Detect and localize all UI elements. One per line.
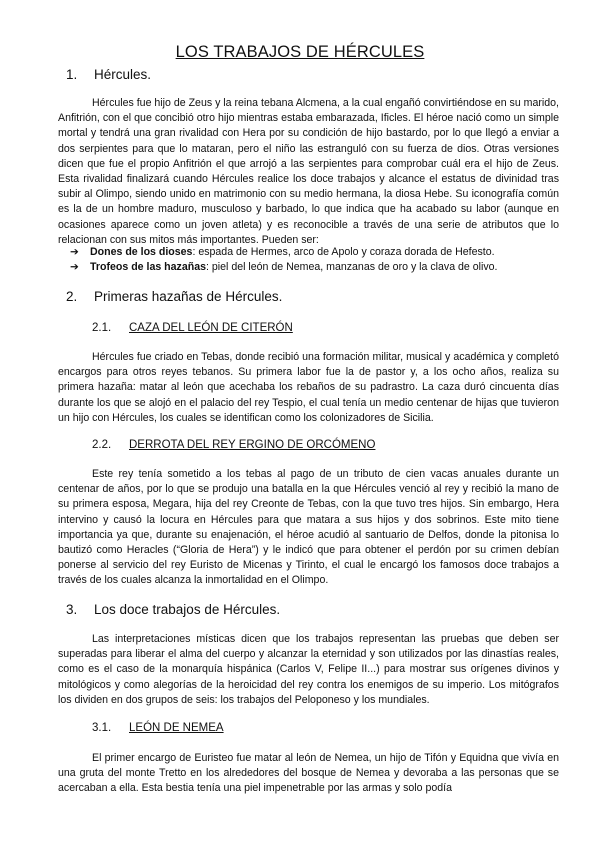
subsection-title: CAZA DEL LEÓN DE CITERÓN (129, 322, 293, 334)
attribute-list (70, 245, 560, 275)
section-number: 2. (66, 289, 78, 304)
section-1-paragraph: Hércules fue hijo de Zeus y la reina tebana Alcmena, a la cual engañó convirtiéndose en su marido, Anfitrión, con el que concibió otro hijo mientras estaba embarazada, Ificles. El héroe nació como un simple mortal y tendrá una gran rivalidad con Hera por su condición de hijo bastardo, por lo que llegó a enviar a dos serpientes para que lo mataran, pero el niño las estranguló con su fuerza de dios. Otras versiones dicen que fue el propio Anfitrión el que arrojó a las serpientes para comprobar cuál era el hijo de Zeus. Esta rivalidad finalizará cuando Hércules realice los doce trabajos y alcance el estatus de divinidad tras subir al Olimpo, siendo unido en matrimonio con su medio hermana, la diosa Hebe. Su iconografía común es la de un hombre maduro, musculoso y barbado, lo que indica que ha acabado su labor (aunque en ocasiones aparece como un joven atleta) y es reconocible a través de una serie de atributos que lo relacionan con sus mitos más importantes. Pueden ser: (58, 97, 559, 246)
subsection-number: 2.1. (92, 322, 112, 334)
arrow-icon: ➔ (70, 246, 79, 258)
subsection-2-1-paragraph: Hércules fue criado en Tebas, donde recibió una formación militar, musical y académica y completó encargos para otros reyes tebanos. Su primera labor fue la de pastor y, a los ocho años, realiza su primera hazaña: matar al león que acechaba los rebaños de su padrastro. La caza duró cincuenta días durante los que se alojó en el palacio del rey Tespio, el cual tenía un medio centenar de hijas que tuvieron un hijo con Hércules, los cuales se identifican como los colonizadores de Sicilia. (58, 351, 559, 424)
subsection-title: LEÓN DE NEMEA (129, 722, 224, 734)
section-title: Los doce trabajos de Hércules. (94, 602, 281, 617)
section-1-heading (66, 67, 151, 82)
document-title: LOS TRABAJOS DE HÉRCULES (175, 43, 425, 61)
subsection-number: 3.1. (92, 722, 112, 734)
bullet-text: : espada de Hermes, arco de Apolo y coraza dorada de Hefesto. (192, 246, 495, 258)
section-3-heading (66, 602, 280, 617)
bullet-term: Trofeos de las hazañas (90, 261, 206, 274)
subsection-title: DERROTA DEL REY ERGINO DE ORCÓMENO (129, 439, 376, 451)
list-item (70, 245, 560, 260)
subsection-3-1-heading (92, 722, 224, 734)
arrow-icon: ➔ (70, 261, 79, 274)
section-number: 1. (66, 67, 78, 82)
subsection-3-1-paragraph: El primer encargo de Euristeo fue matar al león de Nemea, un hijo de Tifón y Equidna que vivía en una gruta del monte Tretto en los alrededores del bosque de Nemea y devoraba a las personas que se acercaban a ella. Esta bestia tenía una piel impenetrable por las armas y solo podía (58, 752, 559, 795)
bullet-text: : piel del león de Nemea, manzanas de oro y la clava de olivo. (206, 261, 498, 274)
subsection-2-1-heading (92, 322, 293, 334)
section-2-heading (66, 289, 282, 304)
bullet-term: Dones de los dioses (90, 246, 193, 258)
subsection-2-2-heading (92, 439, 375, 451)
subsection-2-2-paragraph: Este rey tenía sometido a los tebas al pago de un tributo de cien vacas anuales durante un centenar de años, por lo que se produjo una batalla en la que Hércules venció al rey y recibió la mano de su primera esposa, Megara, hija del rey Creonte de Tebas, con la que tuvo tres hijos. Sin embargo, Hera intervino y causó la locura en Hércules para que matara a sus hijos y dos sobrinos. Este mito tiene importancia ya que, durante su enajenación, el héroe acudió al santuario de Delfos, donde la pitonisa lo bautizó como Heracles (“Gloria de Hera”) y le indicó que para obtener el perdón por su crimen debían ponerse al servicio del rey Euristo de Micenas y Tirinto, el cual le encargó los famosos doce trabajos a través de los cuales alcanza la inmortalidad en el Olimpo. (58, 468, 559, 587)
section-3-paragraph: Las interpretaciones místicas dicen que los trabajos representan las pruebas que deben ser superadas para liberar el alma del cuerpo y alcanzar la eternidad y son utilizados por las dinastías reales, como es el caso de la monarquía hispánica (Carlos V, Felipe II...) para mostrar sus orígenes divinos y mitológicos y como alegorías de la heroicidad del rey contra los enemigos de su imperio. Los mitógrafos los dividen en dos grupos de seis: los trabajos del Peloponeso y los mundiales. (58, 633, 559, 706)
subsection-number: 2.2. (92, 439, 112, 451)
section-title: Primeras hazañas de Hércules. (94, 289, 283, 304)
list-item (70, 260, 560, 275)
section-number: 3. (66, 602, 78, 617)
section-title: Hércules. (94, 67, 152, 82)
